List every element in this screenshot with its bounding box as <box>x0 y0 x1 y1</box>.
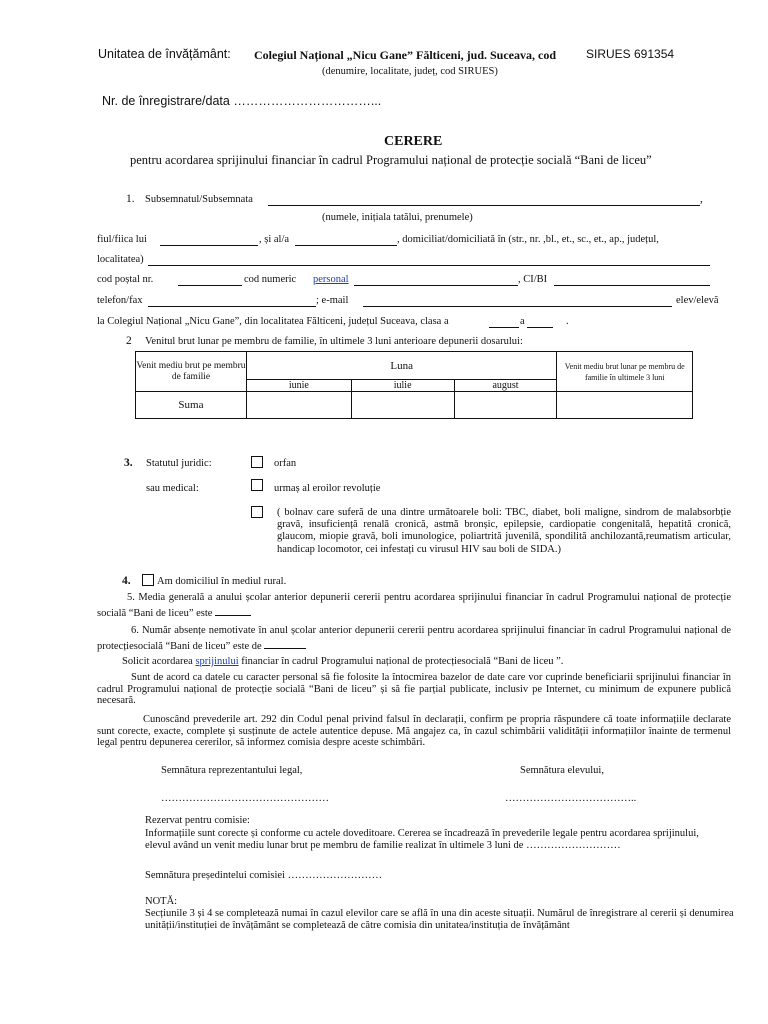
section-5-text: 5. Media generală a anului școlar anterior depunerii cererii pentru acordarea sprijinului financiar în cadrul Programului național de protecție socială “Bani de liceu” este <box>97 592 731 619</box>
rezervat-label: Rezervat pentru comisie: <box>145 815 250 826</box>
statut-label: Statutul juridic: <box>146 458 212 469</box>
bolnav-text: ( bolnav care suferă de una dintre următoarele boli: TBC, diabet, boli maligne, sindrom de malabsorbție gravă, insuficiență renală cronică, astmă bronșic, epilepsie, cardiopatie congenitală, hepatită cronică, glaucom, miopie gravă, boli imunologice, poliartrită juvenilă, spondilită anchilozantă,reumatism articular, handicap locomotor, cei infestați cu virusul HIV sau boli de SIDA.) <box>277 507 731 555</box>
suma-august-cell[interactable] <box>454 392 557 419</box>
luna-header: Luna <box>246 352 557 380</box>
sprijinului-link[interactable]: sprijinului <box>195 656 239 667</box>
presedinte-signature: Semnătura președintelui comisiei ……………………… <box>145 870 383 881</box>
address-field[interactable] <box>148 256 710 266</box>
localitatea-label: localitatea) <box>97 254 144 265</box>
suma-average-cell[interactable] <box>557 392 693 419</box>
page-title: CERERE <box>384 134 443 149</box>
class-field[interactable] <box>489 318 519 328</box>
suma-iulie-cell[interactable] <box>351 392 454 419</box>
phone-field[interactable] <box>148 297 316 307</box>
institution-hint: (denumire, localitate, județ, cod SIRUES) <box>322 66 498 77</box>
nota-title: NOTĂ: <box>145 896 178 907</box>
nota-text: Secțiunile 3 și 4 se completează numai în cazul elevilor care se află în una din aceste situații. Numărul de înregistrare al cererii și denumirea unității/instituției de învățământ se completează de către comisia din unitatea/instituția de învățământ <box>145 908 734 931</box>
suma-label: Suma <box>136 392 247 419</box>
media-field[interactable] <box>215 606 251 616</box>
si-al-label: , și al/a <box>259 234 290 245</box>
father-name-field[interactable] <box>160 236 258 246</box>
class-letter-field[interactable] <box>527 318 553 328</box>
sau-medical-label: sau medical: <box>146 483 199 494</box>
page-subtitle: pentru acordarea sprijinului financiar în cadrul Programului național de protecție socială “Bani de liceu” <box>130 153 652 167</box>
registration-number: Nr. de înregistrare/data ……………………………... <box>102 94 382 108</box>
domiciliat-label: , domiciliat/domiciliată în (str., nr. ,bl., et., sc., et., ap., județul, <box>397 234 659 245</box>
colegiu-line: la Colegiul Național „Nicu Gane”, din localitatea Fălticeni, județul Suceava, clasa a <box>97 316 449 327</box>
income-col1-header: Venit mediu brut pe membru de familie <box>136 352 247 392</box>
sirues-code: SIRUES 691354 <box>586 47 675 61</box>
email-label: ; e-mail <box>316 295 349 306</box>
month-iulie: iulie <box>351 380 454 392</box>
personal-link[interactable]: personal <box>313 274 349 285</box>
ci-bi-field[interactable] <box>554 276 710 286</box>
email-field[interactable] <box>363 297 672 307</box>
rural-label: Am domiciliul în mediul rural. <box>157 576 287 587</box>
postal-code-field[interactable] <box>178 276 242 286</box>
cunoscand-paragraph: Cunoscând prevederile art. 292 din Codul penal privind falsul în declarații, confirm pe propria răspundere că toate informațiile declarate sunt corecte, exacte, complete și susținute de actele autentice depuse. Mă angajez ca, în cazul schimbării validității informațiilor înainte de termenul legal pentru depunerea cererilor, să informez comisia despre aceste schimbări. <box>97 714 731 748</box>
bolnav-checkbox[interactable] <box>251 506 263 518</box>
elev-label: elev/elevă <box>676 295 719 306</box>
solicit-line: Solicit acordarea sprijinului financiar în cadrul Programului național de protecțiesocială “Bani de liceu ”. <box>122 656 564 667</box>
section-1-number: 1. <box>126 193 135 205</box>
a-separator: a <box>520 316 525 327</box>
institution-label: Unitatea de învățământ: <box>98 47 231 61</box>
suma-iunie-cell[interactable] <box>246 392 351 419</box>
mother-name-field[interactable] <box>295 236 397 246</box>
orfan-label: orfan <box>274 458 297 469</box>
rural-checkbox[interactable] <box>142 574 154 586</box>
name-hint: (numele, inițiala tatălui, prenumele) <box>322 212 473 223</box>
student-signature-dots[interactable]: ……………………………….. <box>505 793 637 804</box>
legal-signature-label: Semnătura reprezentantului legal, <box>161 765 303 776</box>
absente-field[interactable] <box>264 639 306 649</box>
ci-bi-label: , CI/BI <box>518 274 548 285</box>
name-field[interactable] <box>268 196 700 206</box>
section-6-text: 6. Număr absențe nemotivate în anul școlar anterior depunerii cererii pentru acordarea sprijinului financiar în cadrul Programului național de protecțiesocială “Bani de liceu” este de <box>97 625 731 652</box>
commission-info: Informațiile sunt corecte și conforme cu actele doveditoare. Cererea se încadrează în prevederile legale pentru acordarea sprijinului, elevul având un venit mediu lunar brut pe membru de familie realizat în ultimele 3 luni de ……………………… <box>145 828 699 851</box>
cod-numeric-label: cod numeric <box>244 274 297 285</box>
fiul-label: fiul/fiica lui <box>97 234 147 245</box>
section-2-number: 2 <box>126 335 132 347</box>
income-table <box>135 351 693 419</box>
month-iunie: iunie <box>246 380 351 392</box>
orfan-checkbox[interactable] <box>251 456 263 468</box>
telefon-label: telefon/fax <box>97 295 143 306</box>
section-3-number: 3. <box>124 457 133 469</box>
urmas-label: urmaș al eroilor revoluție <box>274 483 381 494</box>
legal-signature-dots[interactable]: ………………………………………… <box>161 793 329 804</box>
urmas-checkbox[interactable] <box>251 479 263 491</box>
section-4-number: 4. <box>122 575 131 587</box>
month-august: august <box>454 380 557 392</box>
student-signature-label: Semnătura elevului, <box>520 765 604 776</box>
subsemnatul-label: Subsemnatul/Subsemnata <box>145 194 253 205</box>
cod-postal-label: cod poștal nr. <box>97 274 154 285</box>
institution-name: Colegiul Național „Nicu Gane” Fălticeni, jud. Suceava, cod <box>254 48 557 62</box>
acord-paragraph: Sunt de acord ca datele cu caracter personal să fie folosite la întocmirea bazelor de date care vor cuprinde beneficiarii sprijinului financiar în cadrul Programului național de protecție socială “Bani de liceu” și să fie parțial publicate, inclusiv pe Internet, cu minimum de expunere publică necesară. <box>97 672 731 706</box>
cnp-field[interactable] <box>354 276 518 286</box>
income-last-header: Venit mediu brut lunar pe membru de familie în ultimele 3 luni <box>557 352 693 392</box>
section-2-text: Venitul brut lunar pe membru de familie, în ultimele 3 luni anterioare depunerii dosarului: <box>145 336 523 347</box>
